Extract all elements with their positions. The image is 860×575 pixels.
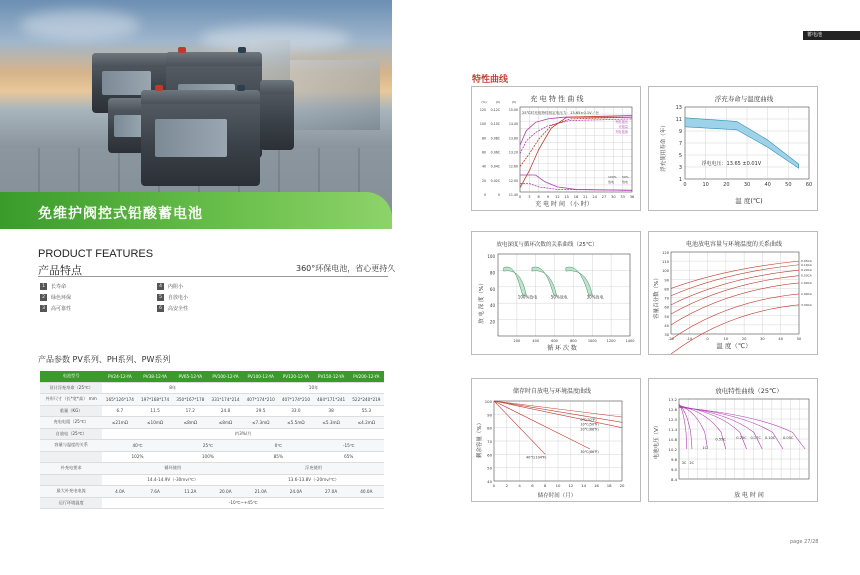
table-row xyxy=(40,463,384,475)
battery-product xyxy=(141,90,260,186)
curve-label: 0.10C xyxy=(764,436,776,440)
x-tick-label: 20 xyxy=(619,483,625,488)
y-tick-label: 3 xyxy=(678,165,682,171)
x-tick-label: 40 xyxy=(764,182,771,188)
x-tick-label: 36 xyxy=(629,195,635,199)
row-label: 外形尺寸（长*宽*高） mm xyxy=(40,394,102,406)
table-row xyxy=(40,474,384,486)
table-row xyxy=(40,382,384,394)
x-tick-label: 9 xyxy=(546,195,550,199)
x-tick-label: 50 xyxy=(785,182,792,188)
building xyxy=(290,60,380,130)
table-cell: ≤7.3mΩ xyxy=(243,417,278,429)
y-tick-label: 0.12C xyxy=(490,108,500,112)
curves-title: 特性曲线 xyxy=(472,75,509,85)
legend-label: 30℃(86℉) xyxy=(580,450,599,454)
discharge-curve-panel xyxy=(648,378,818,502)
table-cell: 浮充使用 xyxy=(243,463,384,475)
y-tick-label: 110 xyxy=(662,260,669,265)
table-cell: 24.0A xyxy=(278,486,313,498)
x-tick-label: 200 xyxy=(513,339,521,343)
float-life-panel xyxy=(648,86,818,211)
row-label: 容量与温度的关系 xyxy=(40,440,102,452)
table-header-row xyxy=(40,371,384,382)
table-header-cell: PV38-12-YA xyxy=(137,371,172,382)
y-tick-label: 60 xyxy=(481,150,486,155)
y-tick-label: 40 xyxy=(481,164,486,169)
table-cell: ≤10mΩ xyxy=(137,417,172,429)
y-axis-label: 剩余容量（%） xyxy=(477,419,483,459)
y-tick-label: 12.60 xyxy=(508,164,518,169)
table-cell: 407*174*210 xyxy=(278,394,313,406)
table-cell: 165*126*174 xyxy=(102,394,137,406)
y-tick-label: 0.06C xyxy=(490,150,500,155)
page-title: 免维护阀控式铅酸蓄电池 xyxy=(38,206,203,222)
x-tick-label: 14 xyxy=(581,483,587,488)
legend-label: 1.00CA xyxy=(801,280,812,285)
x-tick-label: 16 xyxy=(593,483,599,488)
table-cell: 102% xyxy=(102,451,172,463)
charge-curve-panel xyxy=(471,86,641,211)
table-cell: 65% xyxy=(314,451,385,463)
float-life-chart xyxy=(649,87,817,210)
row-label: 补充电要求 xyxy=(40,463,102,475)
legend-label: 40℃(104℉) xyxy=(526,455,547,460)
x-tick-label: -20 xyxy=(668,337,674,341)
curve-label: 0.17C xyxy=(750,436,762,440)
unit-label: (C) xyxy=(495,100,501,104)
series-line xyxy=(494,401,590,449)
y-tick-label: 60 xyxy=(664,305,669,310)
x-tick-label: 0 xyxy=(683,182,687,188)
table-cell: -10℃~+45℃ xyxy=(102,497,384,509)
cycle-life-panel xyxy=(471,231,641,355)
y-axis-label: 放 电 深 度（%） xyxy=(479,280,485,324)
x-tick-label: 1400 xyxy=(625,339,635,343)
row-label: 设计浮充寿命（25℃） xyxy=(40,382,102,394)
table-cell: 55.3 xyxy=(349,405,384,417)
x-tick-label: 0 xyxy=(706,337,709,341)
table-cell: 85% xyxy=(243,451,313,463)
curve-label: 0.05C xyxy=(783,436,794,440)
plot-frame xyxy=(671,252,799,334)
table-cell: 11.5 xyxy=(137,405,172,417)
x-tick-label: 30 xyxy=(743,182,751,188)
x-tick-label: 600 xyxy=(551,339,558,343)
table-cell: 8年 xyxy=(102,382,243,394)
x-tick-label: 20 xyxy=(741,337,747,341)
x-axis-label: 储存时间（月） xyxy=(537,493,577,499)
y-tick-label: 70 xyxy=(664,296,669,301)
curve-label: 100%放电 xyxy=(517,294,538,300)
x-axis-label: 循 环 次 数 xyxy=(547,345,577,352)
table-header-cell: PV100-12-YA xyxy=(208,371,243,382)
legend-label: 充电电压 xyxy=(615,120,628,124)
chart-title: 电池放电容量与环境温度的关系曲线 xyxy=(685,241,783,248)
y-tick-label: 0 xyxy=(483,193,486,197)
table-header-cell: PV24-12-YA xyxy=(102,371,137,382)
y-axis-label: 浮充使用寿命（年） xyxy=(661,122,667,172)
y-tick-label: 60 xyxy=(489,286,495,292)
x-tick-label: 20 xyxy=(723,182,730,188)
row-label xyxy=(40,474,102,486)
table-cell: 10年 xyxy=(243,382,384,394)
y-tick-label: 80 xyxy=(664,287,669,292)
table-cell: ≤8mΩ xyxy=(208,417,243,429)
discharge-curve-chart xyxy=(649,379,817,501)
x-tick-label: 27 xyxy=(601,195,607,199)
chart-title: 放电深度与循环次数的关系曲线（25℃） xyxy=(496,242,598,248)
y-tick-label: 40 xyxy=(664,323,669,328)
table-cell: ≤5.3mΩ xyxy=(314,417,349,429)
cycle-life-chart xyxy=(472,232,640,354)
y-tick-label: 30 xyxy=(664,333,669,337)
legend-label: 3.00CA xyxy=(801,302,812,307)
y-tick-label: 100 xyxy=(484,399,492,404)
y-tick-label: 40 xyxy=(489,303,495,309)
row-label: 最大补充电电流 xyxy=(40,486,102,498)
table-cell: 40℃ xyxy=(102,440,172,452)
slogan: 360°环保电池，省心更持久 xyxy=(296,264,396,273)
y-tick-label: 0.02C xyxy=(490,178,500,183)
table-header-cell: PV120-12-YA xyxy=(278,371,313,382)
curve-label: 3C xyxy=(681,461,687,465)
charge-curve-chart xyxy=(472,87,640,210)
series-line xyxy=(671,294,799,340)
x-tick-label: 6 xyxy=(531,483,534,488)
table-row xyxy=(40,486,384,498)
row-label: 自放电（25℃） xyxy=(40,428,102,440)
legend-label: 0.05CA xyxy=(801,259,812,264)
y-tick-label: 12.0 xyxy=(668,417,677,422)
feature-item: 5 自放电小 xyxy=(157,294,188,301)
y-axis-label: 容量百分数（%） xyxy=(654,275,660,319)
table-row xyxy=(40,394,384,406)
curve-label: 50%放电 xyxy=(550,294,568,300)
curve-label: 30%放电 xyxy=(586,294,604,300)
row-label: 运行环境温度 xyxy=(40,497,102,509)
spec-table xyxy=(40,371,384,509)
x-tick-label: 2 xyxy=(505,483,509,488)
x-tick-label: 18 xyxy=(573,195,579,199)
unit-label: (%) xyxy=(481,100,487,104)
x-tick-label: 6 xyxy=(537,195,540,199)
table-cell: 331*174*214 xyxy=(208,394,243,406)
table-cell: 约3%/月 xyxy=(102,428,384,440)
table-cell: 20.0A xyxy=(208,486,243,498)
table-cell: 0℃ xyxy=(243,440,313,452)
y-tick-label: 12.00 xyxy=(508,178,518,183)
y-tick-label: 60 xyxy=(487,452,492,458)
table-cell: 522*240*219 xyxy=(349,394,384,406)
table-cell: 197*168*174 xyxy=(137,394,172,406)
table-cell: 循环使用 xyxy=(102,463,243,475)
y-tick-label: 14.40 xyxy=(508,122,518,127)
table-row xyxy=(40,497,384,509)
y-tick-label: 0.08C xyxy=(490,136,500,141)
temp-capacity-panel xyxy=(648,231,818,355)
y-tick-label: 120 xyxy=(479,108,486,112)
y-tick-label: 20 xyxy=(481,178,486,183)
section-tag: 蓄电池 xyxy=(803,31,860,40)
table-cell: ≤5.5mΩ xyxy=(278,417,313,429)
table-header-cell: PV200-12-YA xyxy=(349,371,384,382)
x-tick-label: 50 xyxy=(796,337,802,341)
unit-label: (V) xyxy=(511,100,517,104)
table-cell: 14.4-14.9V（-30mv/℃） xyxy=(102,474,243,486)
x-tick-label: 400 xyxy=(532,339,540,343)
series-line xyxy=(679,406,747,449)
y-tick-label: 9.6 xyxy=(670,457,677,462)
divider xyxy=(38,276,388,277)
y-tick-label: 100 xyxy=(479,122,486,127)
x-tick-label: 60 xyxy=(805,182,813,188)
legend-label: 100% xyxy=(608,175,617,179)
feature-item: 6 高安全性 xyxy=(157,305,188,312)
table-cell: 33.0 xyxy=(278,405,313,417)
table-cell: 7.6A xyxy=(137,486,172,498)
table-cell: 484*171*241 xyxy=(314,394,349,406)
table-row xyxy=(40,428,384,440)
y-tick-label: 9.0 xyxy=(670,467,677,472)
y-tick-label: 40 xyxy=(487,479,492,484)
table-cell: 40.0A xyxy=(349,486,384,498)
table-cell: 350*167*178 xyxy=(173,394,208,406)
y-tick-label: 10.2 xyxy=(668,447,677,452)
y-tick-label: 80 xyxy=(487,425,492,431)
table-cell: 4.0A xyxy=(102,486,137,498)
y-tick-label: 70 xyxy=(487,439,492,444)
series-line xyxy=(679,408,805,450)
legend-label: 0℃(32℉) xyxy=(580,418,597,422)
x-tick-label: 24 xyxy=(592,195,597,199)
y-tick-label: 90 xyxy=(664,278,669,283)
y-tick-label: 15.00 xyxy=(508,108,518,112)
table-cell: 17.2 xyxy=(173,405,208,417)
x-tick-label: 4 xyxy=(518,483,521,488)
y-tick-label: 7 xyxy=(678,141,682,147)
x-tick-label: 1000 xyxy=(587,339,597,343)
x-tick-label: 0 xyxy=(492,483,496,488)
feature-item: 3 高可靠性 xyxy=(40,305,71,312)
curve-label: 2C xyxy=(689,461,695,465)
y-tick-label: 0.10C xyxy=(490,122,500,127)
y-tick-label: 11 xyxy=(675,117,682,123)
legend-label: 放电 xyxy=(608,180,615,184)
table-cell: 25℃ xyxy=(173,440,243,452)
table-cell: 24.8 xyxy=(208,405,243,417)
chart-title: 浮充寿命与温度曲线 xyxy=(714,95,774,103)
chart-title: 充 电 特 性 曲 线 xyxy=(530,95,584,103)
legend-label: 10℃(50℉) xyxy=(580,422,599,427)
temp-capacity-chart xyxy=(649,232,817,354)
chart-title: 放电特性曲线（25℃） xyxy=(715,387,783,395)
legend-label: 充电量 xyxy=(618,125,628,129)
y-tick-label: 11.40 xyxy=(508,193,518,197)
y-tick-label: 13.80 xyxy=(508,136,518,141)
table-cell: ≤8mΩ xyxy=(173,417,208,429)
y-tick-label: 50 xyxy=(664,314,669,319)
row-label: 重量（KG） xyxy=(40,405,102,417)
table-header-cell: 电池型号 xyxy=(40,371,102,382)
x-tick-label: 0 xyxy=(518,195,522,199)
legend-label: 0.20CA xyxy=(801,268,812,273)
cloud xyxy=(20,10,140,40)
y-tick-label: 11.4 xyxy=(668,427,677,432)
series-line xyxy=(679,404,687,449)
table-cell: 100% xyxy=(173,451,243,463)
table-cell: 407*174*210 xyxy=(243,394,278,406)
x-tick-label: 3 xyxy=(528,195,531,199)
self-discharge-chart xyxy=(472,379,640,501)
x-tick-label: 800 xyxy=(570,339,577,343)
y-tick-label: 5 xyxy=(678,153,682,159)
table-cell: -15℃ xyxy=(314,440,385,452)
x-tick-label: 40 xyxy=(778,337,784,341)
curve-label: 0.55C xyxy=(715,437,726,442)
x-tick-label: 10 xyxy=(702,182,709,188)
y-tick-label: 50 xyxy=(487,465,492,471)
y-tick-label: 100 xyxy=(487,254,495,259)
table-header-cell: PV65-12-YA xyxy=(173,371,208,382)
x-tick-label: 30 xyxy=(611,195,616,199)
x-axis-label: 充 电 时 间 （小 时） xyxy=(535,201,593,208)
x-axis-label: 温 度（℃） xyxy=(716,342,752,350)
y-tick-label: 80 xyxy=(489,270,495,276)
features-title-cn: 产品特点 xyxy=(38,264,82,277)
x-tick-label: 33 xyxy=(620,195,625,199)
params-title: 产品参数 PV系列、PH系列、PW系列 xyxy=(38,355,171,364)
table-cell: 21.0A xyxy=(243,486,278,498)
table-cell: ≤4.2mΩ xyxy=(349,417,384,429)
note-text: 浮电电压：13.65 ±0.01V xyxy=(701,161,762,168)
cycle-band xyxy=(504,267,527,295)
chart-title: 储存时自放电与环境温度曲线 xyxy=(512,388,592,395)
legend-label: 放电 xyxy=(622,180,629,184)
x-tick-label: 12 xyxy=(555,195,560,199)
series-line xyxy=(671,265,799,296)
table-cell: 13.6-13.8V（-20mv/℃） xyxy=(243,474,384,486)
self-discharge-panel xyxy=(471,378,641,502)
table-cell: 11.2A xyxy=(173,486,208,498)
y-tick-label: 0.04C xyxy=(490,164,500,169)
table-cell: 6.7 xyxy=(102,405,137,417)
feature-item: 4 内阻小 xyxy=(157,283,183,290)
feature-item: 2 绿色环保 xyxy=(40,294,71,301)
x-axis-label: 温 度(℃) xyxy=(735,197,763,205)
y-tick-label: 10.8 xyxy=(668,437,677,442)
legend-label: 充电电流 xyxy=(615,130,628,134)
row-label xyxy=(40,451,102,463)
cycle-band xyxy=(566,267,592,295)
curve-label: 1C xyxy=(702,446,708,450)
y-tick-label: 13.20 xyxy=(508,150,518,155)
x-tick-label: 18 xyxy=(606,483,612,488)
y-tick-label: 8.4 xyxy=(670,477,677,482)
x-tick-label: 10 xyxy=(555,483,561,488)
y-tick-label: 9 xyxy=(678,129,682,135)
x-tick-label: 10 xyxy=(723,337,729,341)
features-title-en: PRODUCT FEATURES xyxy=(38,248,154,260)
y-tick-label: 12.6 xyxy=(668,407,677,412)
x-tick-label: 8 xyxy=(543,483,547,488)
feature-item: 1 长寿命 xyxy=(40,283,66,290)
legend-label: 20℃(68℉) xyxy=(580,427,599,432)
table-cell: 27.0A xyxy=(314,486,349,498)
table-cell: 29.5 xyxy=(243,405,278,417)
legend-label: 0.10CA xyxy=(801,262,812,267)
x-tick-label: 21 xyxy=(583,195,588,199)
y-tick-label: 80 xyxy=(481,136,486,141)
table-row xyxy=(40,417,384,429)
table-header-cell: PV150-12-YA xyxy=(314,371,349,382)
y-tick-label: 1 xyxy=(678,177,682,183)
y-tick-label: 13.2 xyxy=(668,397,677,402)
table-header-cell: PV100-12-YA xyxy=(243,371,278,382)
y-tick-label: 0 xyxy=(497,193,500,197)
curve-label: 0.25C xyxy=(736,436,747,440)
legend-label: 2.00CA xyxy=(801,291,812,296)
y-tick-label: 90 xyxy=(487,412,492,418)
y-tick-label: 100 xyxy=(662,269,669,274)
x-tick-label: -10 xyxy=(686,337,693,341)
page-number: page 27/28 xyxy=(790,539,819,545)
y-tick-label: 20 xyxy=(489,319,495,325)
table-row xyxy=(40,405,384,417)
legend-label: 0.50CA xyxy=(801,273,812,278)
x-tick-label: 15 xyxy=(564,195,569,199)
row-label: 充电电阻（25℃） xyxy=(40,417,102,429)
y-axis-label: 电池电压（V） xyxy=(654,422,660,460)
table-row xyxy=(40,440,384,452)
y-tick-label: 13 xyxy=(675,105,682,111)
series-line xyxy=(679,407,783,449)
table-cell: 38 xyxy=(314,405,349,417)
legend-label: 50% xyxy=(622,175,629,179)
battery-product xyxy=(260,80,294,150)
x-tick-label: 30 xyxy=(760,337,765,341)
y-tick-label: 120 xyxy=(662,251,669,255)
note-text: 25℃时充电特性恒定电压力：13.65±0.1V／台 xyxy=(522,111,599,115)
table-cell: ≤21mΩ xyxy=(102,417,137,429)
x-tick-label: 1200 xyxy=(606,339,616,343)
x-tick-label: 12 xyxy=(568,483,574,488)
table-row xyxy=(40,451,384,463)
x-axis-label: 放 电 时 间 xyxy=(734,492,764,499)
